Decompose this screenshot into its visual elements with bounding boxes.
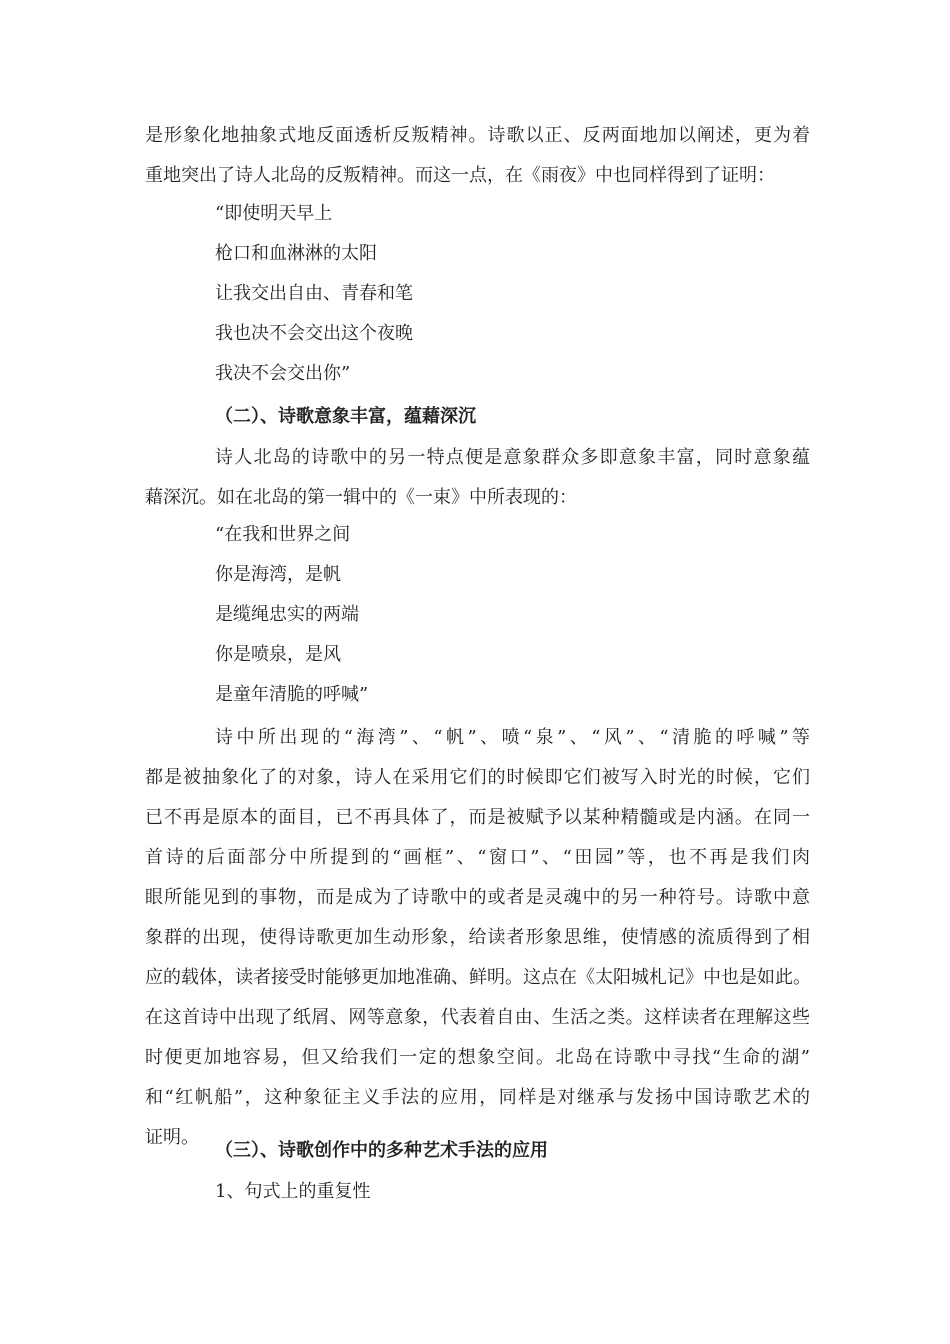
poem-line: 是童年清脆的呼喊”: [215, 684, 369, 705]
text-line: 首诗的后面部分中所提到的“画框”、“窗口”、“田园”等，也不再是我们肉: [145, 847, 810, 868]
text-line: 在这首诗中出现了纸屑、网等意象，代表着自由、生活之类。这样读者在理解这些: [145, 1007, 810, 1028]
poem-line: 枪口和血淋淋的太阳: [215, 243, 377, 264]
text-line: 证明。: [145, 1127, 199, 1148]
section-heading-2: （二）、诗歌意象丰富，蕴藉深沉: [215, 406, 476, 427]
poem-one-bundle: [215, 515, 368, 715]
text-line: 都是被抽象化了的对象，诗人在采用它们的时候即它们被写入时光的时候，它们: [145, 767, 810, 788]
poem-line: 你是喷泉，是风: [215, 644, 341, 665]
text-line: 是形象化地抽象式地反面透析反叛精神。诗歌以正、反两面地加以阐述，更为着: [145, 125, 810, 146]
text-line: 象群的出现，使得诗歌更加生动形象，给读者形象思维，使情感的流质得到了相: [145, 927, 810, 948]
poem-rain-night: [215, 194, 413, 394]
subsection-heading-1: 1、句式上的重复性: [215, 1181, 371, 1202]
poem-line: 你是海湾，是帆: [215, 564, 341, 585]
text-line: 时便更加地容易，但又给我们一定的想象空间。北岛在诗歌中寻找“生命的湖”: [145, 1047, 810, 1068]
text-line: 诗人北岛的诗歌中的另一特点便是意象群众多即意象丰富，同时意象蕴: [215, 447, 810, 468]
paragraph-analysis: [145, 718, 810, 1158]
poem-line: 让我交出自由、青春和笔: [215, 283, 413, 304]
text-line: 和“红帆船”，这种象征主义手法的应用，同样是对继承与发扬中国诗歌艺术的: [145, 1087, 810, 1108]
poem-line: “即使明天早上: [215, 203, 333, 224]
poem-line: 我决不会交出你”: [215, 363, 351, 384]
poem-line: 我也决不会交出这个夜晚: [215, 323, 413, 344]
text-line: 已不再是原本的面目，已不再具体了，而是被赋予以某种精髓或是内涵。在同一: [145, 807, 810, 828]
text-line: 应的载体，读者接受时能够更加地准确、鲜明。这点在《太阳城札记》中也是如此。: [145, 967, 811, 988]
text-line: 重地突出了诗人北岛的反叛精神。而这一点，在《雨夜》中也同样得到了证明：: [145, 165, 775, 186]
text-line: 藉深沉。如在北岛的第一辑中的《一束》中所表现的：: [145, 487, 577, 508]
poem-line: “在我和世界之间: [215, 524, 351, 545]
poem-line: 是缆绳忠实的两端: [215, 604, 359, 625]
text-line: 眼所能见到的事物，而是成为了诗歌中的或者是灵魂中的另一种符号。诗歌中意: [145, 887, 810, 908]
paragraph-imagery: [145, 438, 810, 518]
section-heading-3: （三）、诗歌创作中的多种艺术手法的应用: [215, 1140, 548, 1161]
text-line: 诗中所出现的“海湾”、“帆”、喷“泉”、“风”、“清脆的呼喊”等: [215, 727, 810, 748]
paragraph-reflection: [145, 116, 810, 196]
